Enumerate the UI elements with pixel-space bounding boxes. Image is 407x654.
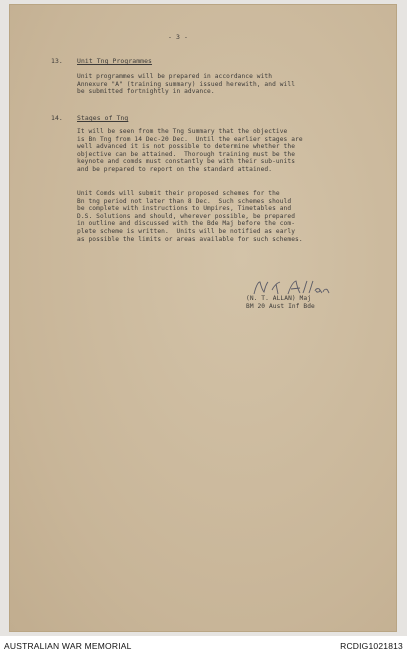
signatory-name: (N. T. ALLAN) Maj	[246, 295, 312, 302]
signatory-title: BM 20 Aust Inf Bde	[246, 303, 315, 310]
section-14-heading: Stages of Tng	[77, 114, 129, 122]
section-13-paragraph-1: Unit programmes will be prepared in accordance with Annexure "A" (training summary) issued herewith, and will be submitted fortnightly in advance.	[77, 73, 296, 96]
page-number: - 3 -	[168, 33, 189, 41]
footer-record-id: RCDIG1021813	[340, 641, 403, 651]
document-page	[10, 5, 396, 631]
section-14-paragraph-1: It will be seen from the Tng Summary that the objective is Bn Tng from 14 Dec-20 Dec. Until the earlier stages are well advanced it is not possible to determine whether the objective can be attained. Thorough training must be the keynote and comds must constantly be with their sub-units and be prepared to report on the standard attained.	[77, 128, 303, 173]
footer-institution: AUSTRALIAN WAR MEMORIAL	[4, 641, 132, 651]
section-14-number: 14.	[51, 114, 63, 122]
archive-footer	[0, 638, 407, 654]
section-13-number: 13.	[51, 57, 63, 65]
section-13-heading: Unit Tng Programmes	[77, 57, 153, 65]
section-14-paragraph-2: Unit Comds will submit their proposed schemes for the Bn tng period not later than 8 Dec. Such schemes should be complete with instructions to Umpires, Timetables and D.S. Solutions and should, wherever possible, be prepared in outline and discussed with the Bde Maj before the com- plete scheme is written. Units will be notified as early as possible the limits or areas available for such schemes.	[77, 190, 303, 243]
